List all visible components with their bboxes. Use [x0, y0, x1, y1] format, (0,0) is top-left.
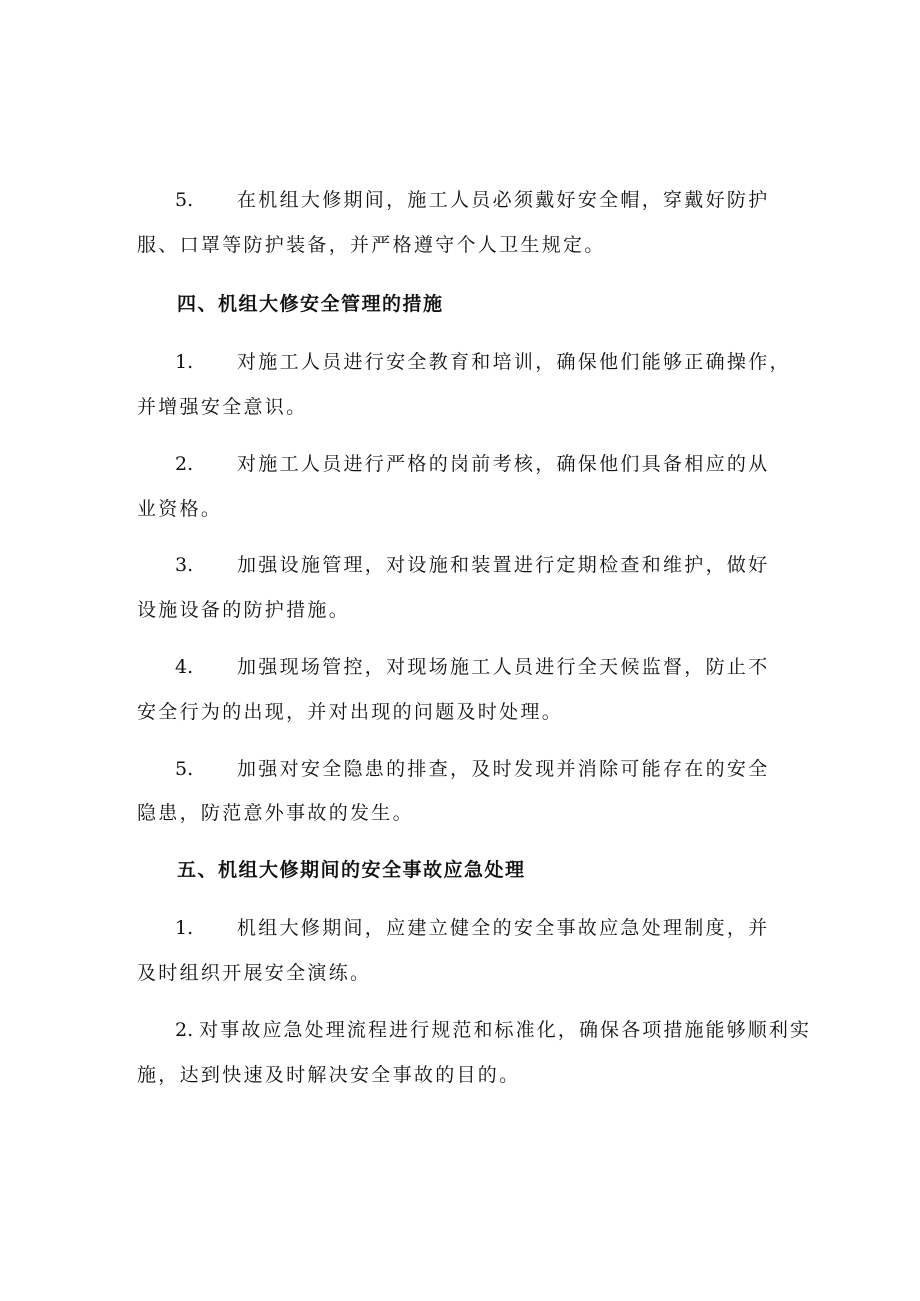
section4-item3-text-line2: 设施设备的防护措施。	[137, 599, 351, 621]
section4-heading: 四、机组大修安全管理的措施	[177, 293, 444, 315]
section5-item2-text-line1: 对事故应急处理流程进行规范和标准化，确保各项措施能够顺利实	[199, 1019, 812, 1041]
section5-item1-line1	[175, 916, 770, 940]
section4-item4-number: 4.	[175, 656, 194, 678]
section4-item5-text-line1: 加强对安全隐患的排查，及时发现并消除可能存在的安全	[237, 758, 770, 780]
intro-item-line1	[175, 188, 770, 212]
section4-item5-number: 5.	[175, 758, 194, 780]
section5-item1-text-line1: 机组大修期间，应建立健全的安全事故应急处理制度，并	[237, 917, 770, 939]
section4-item4-text-line2: 安全行为的出现，并对出现的问题及时处理。	[137, 701, 564, 723]
section4-item1-number: 1.	[175, 351, 194, 373]
section4-item2-number: 2.	[175, 453, 194, 475]
section4-item5-line1	[175, 757, 770, 781]
section5-item2-line1	[175, 1018, 811, 1042]
section4-item3-number: 3.	[175, 554, 194, 576]
section5-heading: 五、机组大修期间的安全事故应急处理	[177, 859, 526, 881]
section4-item5-text-line2: 隐患，防范意外事故的发生。	[137, 802, 414, 824]
section4-item3-text-line1: 加强设施管理，对设施和装置进行定期检查和维护，做好	[237, 554, 770, 576]
section4-item2-text-line1: 对施工人员进行严格的岗前考核，确保他们具备相应的从	[237, 453, 770, 475]
section5-item2-text-line2: 施，达到快速及时解决安全事故的目的。	[137, 1064, 521, 1086]
section4-item1-text-line2: 并增强安全意识。	[137, 396, 308, 418]
section4-item2-line1	[175, 452, 770, 476]
section4-item1-line1	[175, 350, 791, 374]
section4-item4-line1	[175, 655, 770, 679]
section5-item1-number: 1.	[175, 917, 194, 939]
section4-item1-text-line1: 对施工人员进行安全教育和培训，确保他们能够正确操作，	[237, 351, 791, 373]
intro-item-text-line1: 在机组大修期间，施工人员必须戴好安全帽，穿戴好防护	[237, 189, 770, 211]
section5-item2-number: 2.	[175, 1019, 194, 1041]
section4-item2-text-line2: 业资格。	[137, 498, 223, 520]
section5-item1-text-line2: 及时组织开展安全演练。	[137, 962, 372, 984]
section4-item4-text-line1: 加强现场管控，对现场施工人员进行全天候监督，防止不	[237, 656, 770, 678]
intro-item-text-line2: 服、口罩等防护装备，并严格遵守个人卫生规定。	[137, 234, 606, 256]
section4-item3-line1	[175, 553, 770, 577]
intro-item-number: 5.	[175, 189, 194, 211]
